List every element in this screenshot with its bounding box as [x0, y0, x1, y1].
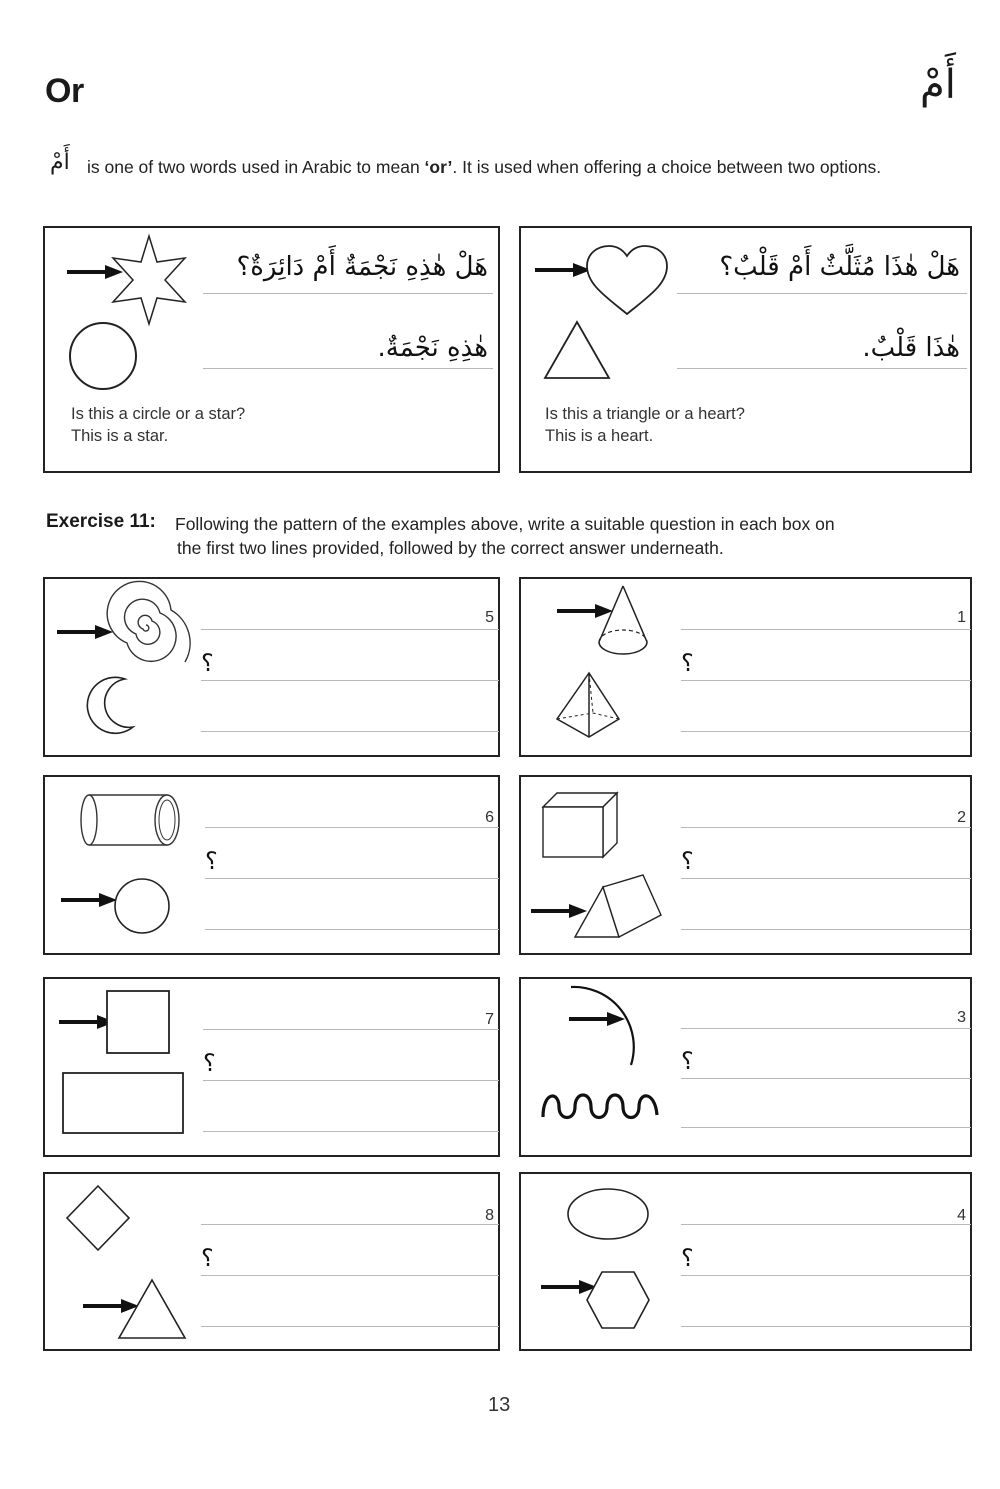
- writing-line[interactable]: [201, 1224, 499, 1225]
- arrow-icon: [533, 260, 593, 280]
- exercise-box-5: [43, 577, 500, 757]
- writing-line[interactable]: [201, 1326, 499, 1327]
- writing-line[interactable]: [681, 929, 971, 930]
- cube-icon: [541, 789, 621, 859]
- writing-line: [677, 368, 967, 369]
- writing-line[interactable]: [681, 680, 971, 681]
- question-mark: ؟: [681, 649, 694, 677]
- writing-line[interactable]: [201, 731, 499, 732]
- example-question-english: Is this a triangle or a heart?: [545, 405, 745, 423]
- exercise-number: 5: [485, 609, 494, 626]
- writing-line[interactable]: [205, 878, 499, 879]
- cylinder-icon: [79, 791, 183, 849]
- exercise-number: 8: [485, 1207, 494, 1224]
- example-answer-english: This is a heart.: [545, 427, 654, 445]
- exercise-box-1: [519, 577, 972, 757]
- example-answer-arabic: هٰذَا قَلْبٌ.: [862, 333, 960, 363]
- writing-line[interactable]: [681, 731, 971, 732]
- circle-icon: [67, 320, 139, 392]
- example-question-english: Is this a circle or a star?: [71, 405, 246, 423]
- intro-text: [87, 156, 917, 178]
- writing-line: [677, 293, 967, 294]
- exercise-number: 2: [957, 809, 966, 826]
- intro-arabic-word: أَمْ: [50, 150, 70, 175]
- writing-line[interactable]: [681, 1224, 971, 1225]
- crescent-icon: [87, 675, 137, 737]
- question-mark: ؟: [205, 847, 218, 875]
- exercise-box-6: [43, 775, 500, 955]
- exercise-box-8: [43, 1172, 500, 1351]
- page-title-arabic: أَمْ: [920, 62, 956, 108]
- example-question-arabic: هَلْ هٰذِهِ نَجْمَةٌ أَمْ دَائِرَةٌ؟: [236, 252, 488, 282]
- question-mark: ؟: [201, 649, 214, 677]
- diamond-icon: [65, 1184, 131, 1252]
- square-icon: [105, 989, 171, 1055]
- exercise-number: 1: [957, 609, 966, 626]
- writing-line[interactable]: [203, 1131, 499, 1132]
- question-mark: ؟: [203, 1049, 216, 1077]
- exercise-box-7: [43, 977, 500, 1157]
- heart-icon: [585, 244, 669, 316]
- intro-text-bold: ‘or’: [424, 157, 453, 177]
- writing-line[interactable]: [201, 1275, 499, 1276]
- writing-line[interactable]: [681, 1326, 971, 1327]
- exercise-box-3: [519, 977, 972, 1157]
- writing-line[interactable]: [681, 1078, 971, 1079]
- writing-line[interactable]: [681, 1127, 971, 1128]
- writing-line[interactable]: [681, 1028, 971, 1029]
- writing-line[interactable]: [681, 629, 971, 630]
- example-question-arabic: هَلْ هٰذَا مُثَلَّثٌ أَمْ قَلْبٌ؟: [719, 252, 960, 282]
- exercise-box-4: [519, 1172, 972, 1351]
- question-mark: ؟: [681, 1244, 694, 1272]
- writing-line[interactable]: [203, 1080, 499, 1081]
- arrow-icon: [59, 890, 119, 910]
- question-mark: ؟: [681, 1047, 694, 1075]
- writing-line[interactable]: [201, 629, 499, 630]
- writing-line: [203, 368, 493, 369]
- writing-line[interactable]: [205, 827, 499, 828]
- page-number: 13: [488, 1394, 511, 1416]
- rectangle-icon: [61, 1071, 185, 1135]
- exercise-number: 4: [957, 1207, 966, 1224]
- writing-line[interactable]: [203, 1029, 499, 1030]
- intro-text-after: . It is used when offering a choice between two options.: [452, 157, 882, 177]
- question-mark: ؟: [681, 847, 694, 875]
- hexagon-icon: [585, 1270, 651, 1330]
- exercise-title: Exercise 11:: [46, 511, 156, 532]
- arc-icon: [567, 983, 637, 1067]
- writing-line: [203, 293, 493, 294]
- cone-icon: [595, 584, 651, 658]
- spiral-icon: [103, 585, 189, 671]
- exercise-instructions-line2: the first two lines provided, followed by the correct answer underneath.: [177, 538, 724, 558]
- exercise-instructions-line1: Following the pattern of the examples above, write a suitable question in each box on: [175, 514, 835, 534]
- exercise-instructions: [175, 512, 965, 560]
- exercise-box-2: [519, 775, 972, 955]
- question-mark: ؟: [201, 1244, 214, 1272]
- example-answer-english: This is a star.: [71, 427, 169, 445]
- writing-line[interactable]: [205, 929, 499, 930]
- writing-line[interactable]: [681, 827, 971, 828]
- example-answer-arabic: هٰذِهِ نَجْمَةٌ.: [377, 333, 488, 363]
- wavy-line-icon: [539, 1093, 663, 1123]
- triangle-icon: [117, 1278, 187, 1340]
- writing-line[interactable]: [681, 878, 971, 879]
- star-icon: [109, 234, 189, 326]
- example-box-1: [43, 226, 500, 473]
- pyramid-icon: [553, 671, 623, 741]
- triangular-prism-icon: [573, 873, 665, 941]
- writing-line[interactable]: [201, 680, 499, 681]
- exercise-number: 6: [485, 809, 494, 826]
- writing-line[interactable]: [681, 1275, 971, 1276]
- page-title: Or: [45, 72, 84, 110]
- triangle-icon: [543, 320, 611, 380]
- circle-icon: [113, 877, 171, 935]
- oval-icon: [565, 1186, 651, 1242]
- example-box-2: [519, 226, 972, 473]
- exercise-number: 7: [485, 1011, 494, 1028]
- intro-text-before: is one of two words used in Arabic to mean: [87, 157, 425, 177]
- exercise-number: 3: [957, 1009, 966, 1026]
